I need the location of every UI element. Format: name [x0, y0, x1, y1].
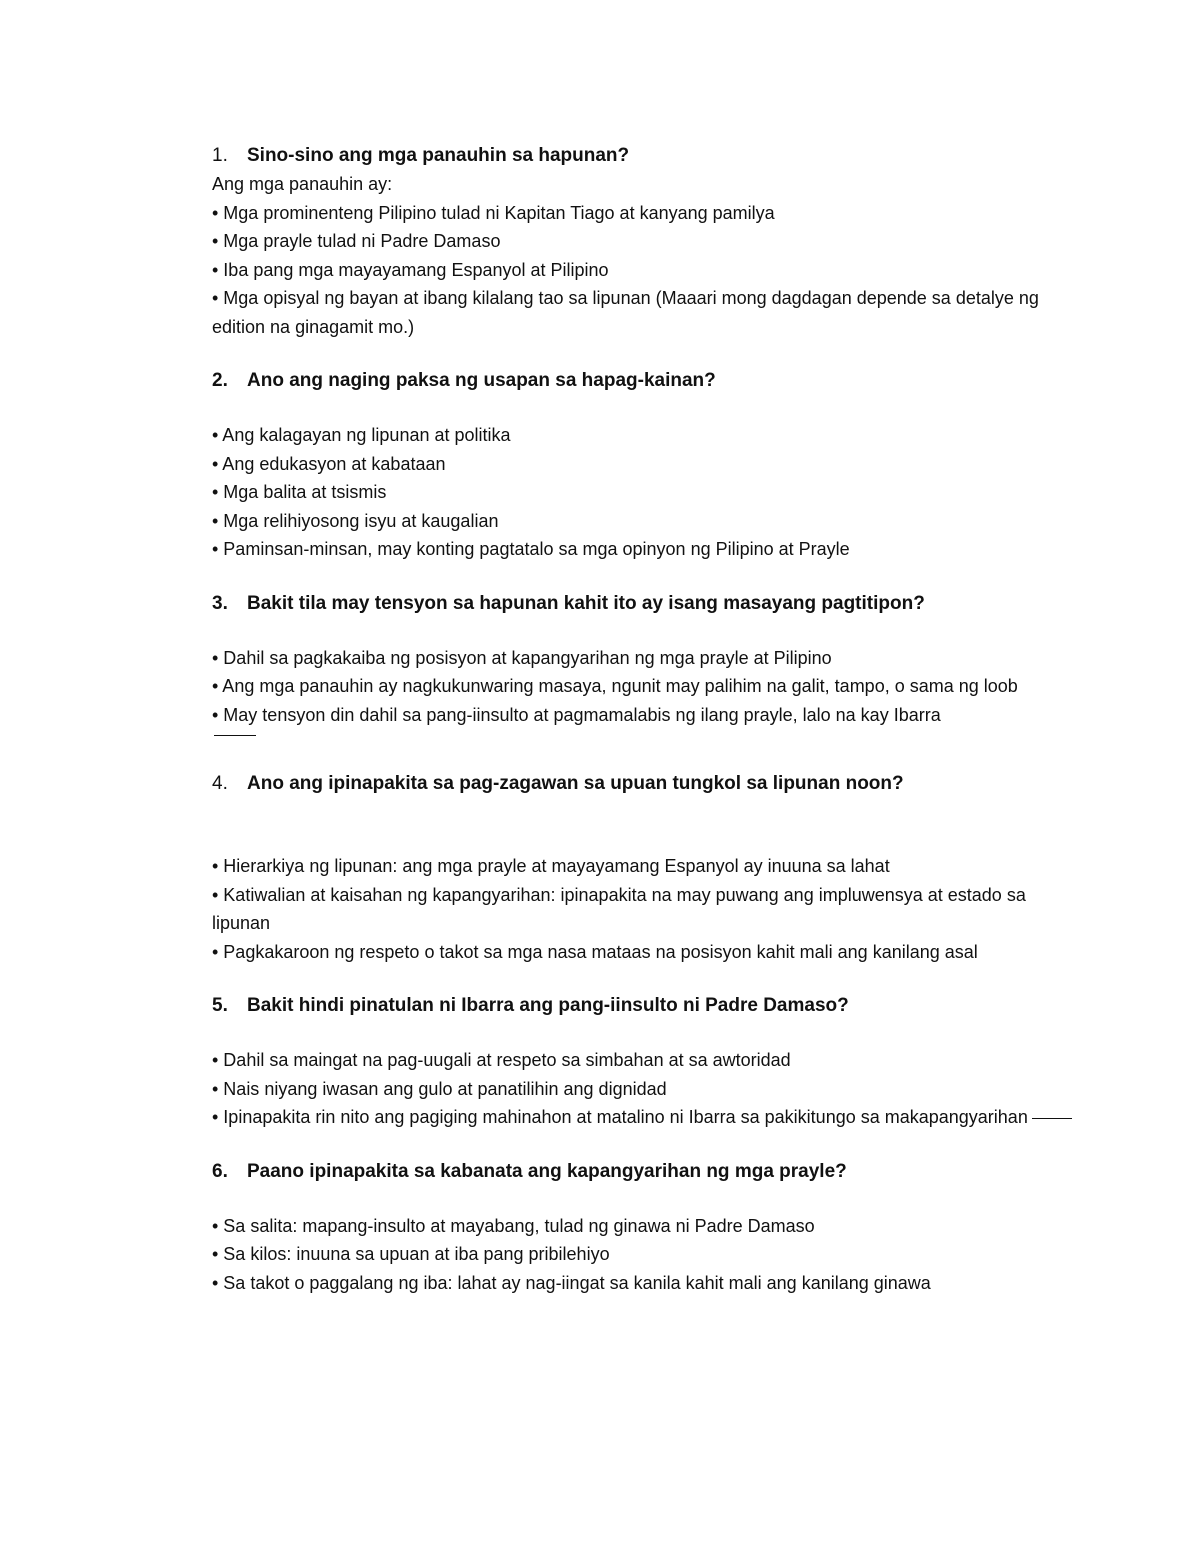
question-5-number: 5.	[212, 995, 228, 1016]
document-content	[212, 142, 1072, 1297]
question-4-heading	[212, 770, 1072, 798]
question-1-title: Sino-sino ang mga panauhin sa hapunan?	[247, 145, 630, 166]
question-4-number: 4.	[212, 773, 228, 794]
question-6-item: • Sa kilos: inuuna sa upuan at iba pang pribilehiyo	[212, 1244, 610, 1264]
question-4-item: • Hierarkiya ng lipunan: ang mga prayle at mayayamang Espanyol ay inuuna sa lahat	[212, 856, 890, 876]
question-6-title: Paano ipinapakita sa kabanata ang kapangyarihan ng mga prayle?	[247, 1160, 847, 1182]
question-3-item: • Ang mga panauhin ay nagkukunwaring masaya, ngunit may palihim na galit, tampo, o sama ng loob	[212, 676, 1018, 696]
question-3-title: Bakit tila may tensyon sa hapunan kahit ito ay isang masayang pagtitipon?	[247, 592, 925, 614]
question-1-intro: Ang mga panauhin ay:	[212, 174, 393, 194]
question-5-item: • Nais niyang iwasan ang gulo at panatilihin ang dignidad	[212, 1078, 667, 1099]
question-3-heading	[212, 590, 1072, 618]
question-1-item: • Iba pang mga mayayamang Espanyol at Pilipino	[212, 259, 609, 280]
question-6-item: • Sa takot o paggalang ng iba: lahat ay nag-iingat sa kanila kahit mali ang kanilang ginawa	[212, 1272, 931, 1293]
question-5-title: Bakit hindi pinatulan ni Ibarra ang pang-iinsulto ni Padre Damaso?	[247, 995, 849, 1016]
question-2-item: • Ang kalagayan ng lipunan at politika	[212, 425, 511, 445]
question-1-item: • Mga opisyal ng bayan at ibang kilalang tao sa lipunan (Maaari mong dagdagan depende sa detalye ng edition na ginagamit mo.)	[212, 288, 1039, 337]
question-4-item: • Katiwalian at kaisahan ng kapangyarihan: ipinapakita na may puwang ang impluwensya at estado sa lipunan	[212, 884, 1026, 933]
question-2-item: • Paminsan-minsan, may konting pagtatalo sa mga opinyon ng Pilipino at Prayle	[212, 539, 850, 559]
separator-line	[1032, 1118, 1072, 1119]
question-2-item: • Mga balita at tsismis	[212, 482, 387, 502]
question-2-heading	[212, 367, 1072, 395]
question-5-item: • Dahil sa maingat na pag-uugali at respeto sa simbahan at sa awtoridad	[212, 1050, 791, 1070]
question-5-item-text: • Ipinapakita rin nito ang pagiging mahinahon at matalino ni Ibarra sa pakikitungo sa makapangyarihan	[212, 1107, 1028, 1127]
question-1-item: • Mga prominenteng Pilipino tulad ni Kapitan Tiago at kanyang pamilya	[212, 202, 775, 223]
question-6-heading	[212, 1158, 1072, 1186]
question-6-number: 6.	[212, 1160, 228, 1182]
question-1-heading	[212, 142, 1072, 170]
question-6-item: • Sa salita: mapang-insulto at mayabang, tulad ng ginawa ni Padre Damaso	[212, 1215, 815, 1236]
question-3-item: • May tensyon din dahil sa pang-iinsulto at pagmamalabis ng ilang prayle, lalo na kay Ibarra	[212, 704, 941, 725]
question-1-number: 1.	[212, 145, 228, 166]
question-1-item: • Mga prayle tulad ni Padre Damaso	[212, 231, 501, 251]
question-2-item: • Ang edukasyon at kabataan	[212, 453, 446, 474]
question-2-title: Ano ang naging paksa ng usapan sa hapag-kainan?	[247, 370, 716, 391]
question-4-title: Ano ang ipinapakita sa pag-zagawan sa upuan tungkol sa lipunan noon?	[247, 773, 904, 794]
question-5-item	[212, 1103, 1072, 1132]
question-3-number: 3.	[212, 592, 228, 614]
question-2-number: 2.	[212, 370, 228, 391]
question-3-item: • Dahil sa pagkakaiba ng posisyon at kapangyarihan ng mga prayle at Pilipino	[212, 647, 832, 668]
question-4-item: • Pagkakaroon ng respeto o takot sa mga nasa mataas na posisyon kahit mali ang kanilang asal	[212, 941, 978, 962]
question-2-item: • Mga relihiyosong isyu at kaugalian	[212, 510, 499, 531]
question-5-heading	[212, 992, 1072, 1020]
